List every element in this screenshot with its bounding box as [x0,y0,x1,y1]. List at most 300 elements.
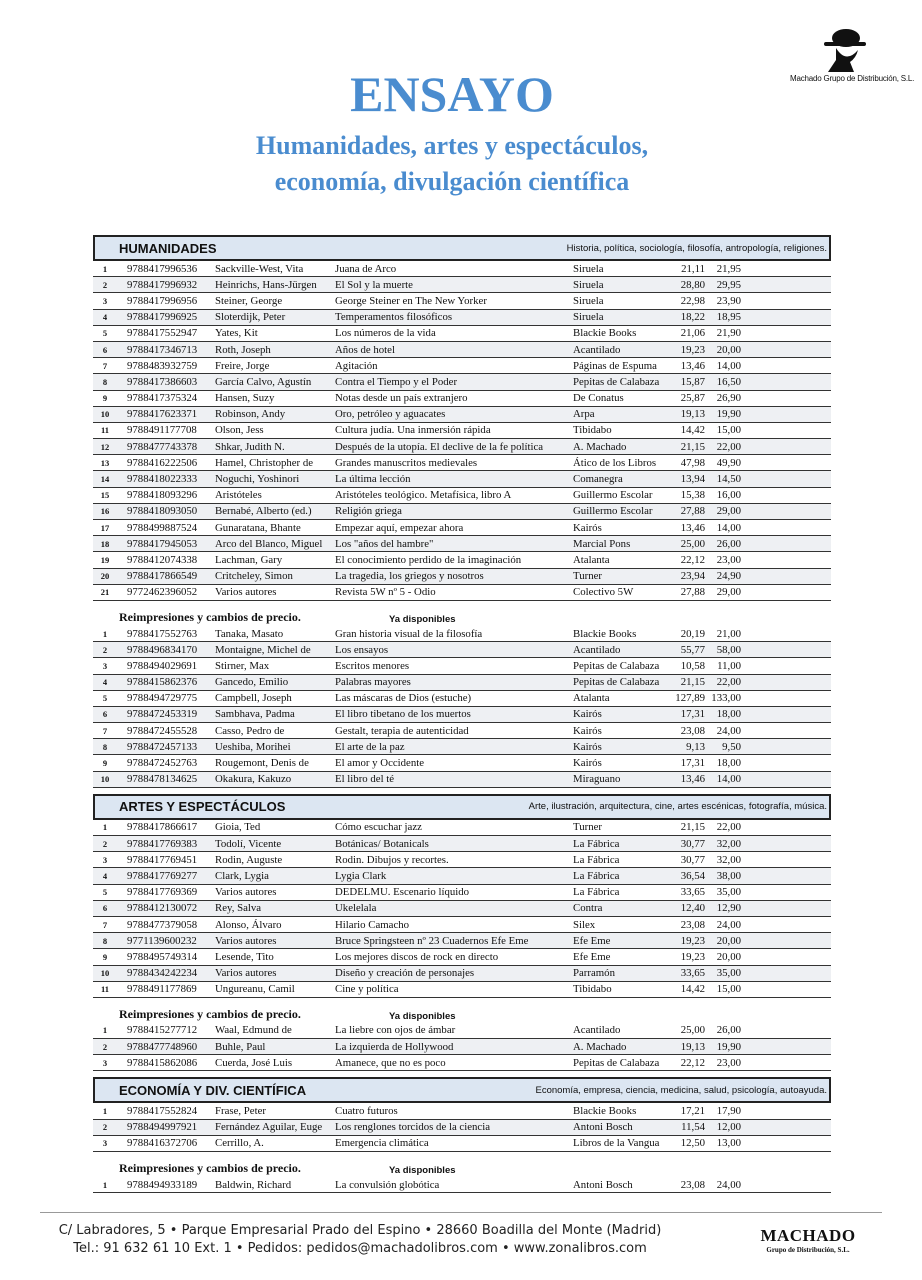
author: Arco del Blanco, Miguel [215,537,323,550]
table-row [93,739,831,755]
row-number: 18 [100,538,110,549]
price-net: 23,08 [680,1178,705,1191]
book-table [93,1177,831,1193]
author: Sackville-West, Vita [215,262,304,275]
publisher: Arpa [573,408,595,421]
table-row [93,949,831,965]
section-header [93,794,831,820]
publisher: Miraguano [573,773,621,786]
price-pvp: 16,00 [716,489,741,502]
table-row [93,391,831,407]
book-title: Agitación [335,359,378,372]
row-number: 4 [102,312,108,323]
price-net: 19,23 [680,950,705,963]
author: Campbell, Joseph [215,692,292,705]
author: Gioia, Ted [215,821,261,834]
catalog-sections [93,229,831,1193]
row-number: 17 [100,522,110,533]
reprints-title: Reimpresiones y cambios de precio. [119,609,301,624]
isbn: 9788418022333 [127,473,198,486]
price-pvp: 11,00 [717,659,741,672]
price-net: 25,87 [680,392,705,405]
price-pvp: 20,00 [716,950,741,963]
price-pvp: 29,95 [716,278,741,291]
page-title: ENSAYO [350,66,554,122]
row-number: 3 [102,1138,108,1149]
price-pvp: 29,00 [716,505,741,518]
book-title: La izquierda de Hollywood [335,1040,454,1053]
isbn: 9788477748960 [127,1040,198,1053]
row-number: 6 [102,344,108,355]
row-number: 5 [102,328,108,339]
isbn: 9788495749314 [127,950,198,963]
isbn: 9788412130072 [127,902,198,915]
table-row [93,342,831,358]
section-0 [93,235,831,788]
table-row [93,852,831,868]
price-pvp: 26,90 [716,392,741,405]
reprints-title: Reimpresiones y cambios de precio. [119,1161,301,1175]
isbn: 9788477379058 [127,918,198,931]
table-row [93,504,831,520]
price-net: 12,40 [680,902,705,915]
book-title: Después de la utopía. El declive de la fe política [335,440,544,453]
row-number: 15 [100,490,110,501]
publisher: Contra [573,902,603,915]
book-title: Botánicas/ Botanicals [335,837,429,850]
publisher: Páginas de Espuma [573,359,657,372]
author: Sambhava, Padma [215,708,295,721]
price-pvp: 16,50 [716,375,741,388]
isbn: 9788494933189 [127,1178,198,1191]
publisher: Pepitas de Calabaza [573,659,660,672]
price-pvp: 12,00 [716,1121,741,1134]
isbn: 9788472457133 [127,740,198,753]
book-title: Gran historia visual de la filosofía [335,627,483,640]
book-title: La convulsión globótica [335,1178,440,1191]
section-description: Arte, ilustración, arquitectura, cine, artes escénicas, fotografía, música. [528,801,827,813]
author: Varios autores [215,934,277,947]
author: Rey, Salva [215,902,262,915]
price-pvp: 14,50 [716,473,741,486]
author: Hamel, Christopher de [215,456,314,469]
row-number: 11 [100,425,110,436]
author: Heinrichs, Hans-Jürgen [215,278,317,291]
author: Sloterdijk, Peter [215,311,286,324]
price-pvp: 35,00 [716,886,741,899]
price-net: 55,77 [680,643,705,656]
subtitle-line-2: economía, divulgación científica [274,167,630,196]
footer-brand-name: MACHADO [760,1226,856,1245]
row-number: 11 [100,984,110,995]
book-title: El libro del té [335,773,395,786]
price-pvp: 23,90 [716,294,741,307]
price-net: 13,46 [680,359,705,372]
publisher: Ático de los Libros [573,456,657,469]
price-pvp: 18,00 [716,757,741,770]
row-number: 16 [100,506,110,517]
book-title: Los mejores discos de rock en directo [335,950,499,963]
price-pvp: 18,00 [716,708,741,721]
publisher: Kairós [573,521,602,534]
author: Yates, Kit [215,327,258,340]
book-title: La liebre con ojos de ámbar [335,1024,456,1037]
available-label: Ya disponibles [389,613,456,625]
book-title: Contra el Tiempo y el Poder [335,375,458,388]
book-title: Revista 5W nº 5 - Odio [335,586,436,599]
isbn: 9788417769369 [127,886,198,899]
isbn: 9771139600232 [127,934,197,947]
row-number: 1 [102,822,108,833]
price-net: 21,15 [680,821,705,834]
price-net: 12,50 [680,1137,705,1150]
isbn: 9788417996932 [127,278,198,291]
row-number: 10 [100,774,110,785]
publisher: La Fábrica [573,869,620,882]
table-row [93,374,831,390]
publisher: Kairós [573,757,602,770]
publisher: Atalanta [573,692,610,705]
book-title: Hilario Camacho [335,918,410,931]
price-net: 21,15 [680,440,705,453]
table-row [93,1177,831,1193]
table-row [93,536,831,552]
isbn: 9788417552763 [127,627,198,640]
row-number: 3 [102,660,108,671]
row-number: 21 [100,587,110,598]
price-net: 13,46 [680,521,705,534]
book-title: El amor y Occidente [335,757,425,770]
isbn: 9788478134625 [127,773,198,786]
price-pvp: 24,00 [716,918,741,931]
row-number: 9 [102,758,108,769]
isbn: 9788417769277 [127,869,198,882]
row-number: 8 [102,376,108,387]
book-title: George Steiner en The New Yorker [335,294,487,307]
table-row [93,982,831,998]
table-row [93,707,831,723]
book-title: Juana de Arco [335,262,397,275]
price-net: 21,15 [680,676,705,689]
book-title: Palabras mayores [335,676,411,689]
price-net: 11,54 [681,1121,705,1134]
table-row [93,423,831,439]
book-title: Rodin. Dibujos y recortes. [335,853,449,866]
row-number: 8 [102,741,108,752]
table-row [93,820,831,836]
table-row [93,471,831,487]
table-row [93,723,831,739]
book-title: Gestalt, terapia de autenticidad [335,724,469,737]
book-table [93,261,831,601]
isbn: 9788472453319 [127,708,198,721]
price-net: 22,12 [680,1056,705,1069]
book-table [93,1103,831,1152]
row-number: 14 [100,474,110,485]
book-title: Cine y política [335,983,399,996]
book-title: Los números de la vida [335,327,436,340]
author: Stirner, Max [215,659,270,672]
row-number: 10 [100,968,110,979]
row-number: 9 [102,951,108,962]
table-row [93,552,831,568]
isbn: 9788415277712 [127,1024,198,1037]
isbn: 9788417769451 [127,853,198,866]
author: Frase, Peter [215,1105,266,1118]
publisher: Antoni Bosch [573,1178,633,1191]
book-table [93,820,831,998]
isbn: 9788418093050 [127,505,198,518]
reprints-title: Reimpresiones y cambios de precio. [119,1006,301,1021]
row-number: 6 [102,709,108,720]
table-row [93,407,831,423]
publisher: Guillermo Escolar [573,489,653,502]
isbn: 9788417552947 [127,327,198,340]
table-row [93,626,831,642]
book-title: El Sol y la muerte [335,278,413,291]
price-net: 27,88 [680,586,705,599]
publisher: Silex [573,918,596,931]
author: Critcheley, Simon [215,570,293,583]
row-number: 2 [102,644,108,655]
row-number: 1 [102,1179,108,1190]
table-row [93,358,831,374]
publisher: Tibidabo [573,424,612,437]
row-number: 2 [102,838,108,849]
publisher: Siruela [573,262,604,275]
row-number: 3 [102,1057,108,1068]
footer-brand-subtitle: Grupo de Distribución, S.L. [766,1246,850,1254]
isbn: 9788494029691 [127,659,198,672]
publisher: Pepitas de Calabaza [573,676,660,689]
author: Ueshiba, Morihei [215,740,291,753]
isbn: 9788417996956 [127,294,198,307]
isbn: 9788494729775 [127,692,198,705]
author: Rougemont, Denis de [215,757,309,770]
price-pvp: 24,00 [716,1178,741,1191]
table-row [93,310,831,326]
table-row [93,917,831,933]
price-net: 15,87 [680,375,705,388]
author: Olson, Jess [215,424,264,437]
book-title: Los "años del hambre" [335,537,434,550]
price-net: 18,22 [680,311,705,324]
price-pvp: 12,90 [716,902,741,915]
author: Varios autores [215,886,277,899]
author: Roth, Joseph [215,343,271,356]
author: Baldwin, Richard [215,1178,292,1191]
book-title: Bruce Springsteen nº 23 Cuadernos Efe Eme [335,934,529,947]
author: Robinson, Andy [215,408,286,421]
price-pvp: 18,95 [716,311,741,324]
row-number: 3 [102,295,108,306]
book-table [93,626,831,788]
isbn: 9788472452763 [127,757,198,770]
isbn: 9788491177869 [127,983,197,996]
table-row [93,1039,831,1055]
book-title: Los renglones torcidos de la ciencia [335,1121,490,1134]
book-title: Grandes manuscritos medievales [335,456,478,469]
price-net: 17,21 [680,1105,705,1118]
isbn: 9788417996925 [127,311,198,324]
author: Lesende, Tito [215,950,274,963]
price-net: 22,98 [680,294,705,307]
publisher: Atalanta [573,553,610,566]
book-title: Notas desde un país extranjero [335,392,468,405]
publisher: A. Machado [573,1040,627,1053]
author: Steiner, George [215,294,283,307]
isbn: 9788416372706 [127,1137,198,1150]
price-pvp: 22,00 [716,440,741,453]
isbn: 9788416222506 [127,456,198,469]
price-net: 19,13 [680,1040,705,1053]
publisher: Acantilado [573,343,621,356]
row-number: 2 [102,1041,108,1052]
reprints-header [93,605,831,626]
book-title: El conocimiento perdido de la imaginación [335,553,522,566]
price-net: 25,00 [680,537,705,550]
footer-divider [40,1212,882,1213]
author: Waal, Edmund de [215,1024,292,1037]
row-number: 6 [102,903,108,914]
reprints-header [93,1156,831,1177]
page-subtitle [0,128,904,200]
table-row [93,1103,831,1119]
row-number: 7 [102,919,108,930]
isbn: 9788417945053 [127,537,198,550]
table-row [93,642,831,658]
price-net: 30,77 [680,853,705,866]
author: Varios autores [215,586,277,599]
book-title: Emergencia climática [335,1137,429,1150]
section-description: Historia, política, sociología, filosofía, antropología, religiones. [566,242,827,254]
author: Gancedo, Emilio [215,676,289,689]
author: Aristóteles [215,489,262,502]
isbn: 9788483932759 [127,359,198,372]
price-pvp: 14,00 [716,521,741,534]
author: Rodin, Auguste [215,853,283,866]
isbn: 9788415862086 [127,1056,198,1069]
row-number: 10 [100,409,110,420]
publisher: Libros de la Vangua [573,1137,660,1150]
price-net: 30,77 [680,837,705,850]
table-row [93,1136,831,1152]
isbn: 9788499887524 [127,521,198,534]
footer-address-line-2: Tel.: 91 632 61 10 Ext. 1 • Pedidos: pedidos@machadolibros.com • www.zonalibros.com [73,1241,647,1256]
price-pvp: 19,90 [716,408,741,421]
book-title: Cultura judía. Una inmersión rápida [335,424,491,437]
table-row [93,885,831,901]
isbn: 9788418093296 [127,489,198,502]
author: Varios autores [215,967,277,980]
table-row [93,675,831,691]
price-net: 36,54 [680,869,705,882]
isbn: 9788472455528 [127,724,198,737]
price-pvp: 15,00 [716,424,741,437]
book-title: La última lección [335,473,411,486]
price-net: 14,42 [680,424,705,437]
price-net: 28,80 [680,278,705,291]
table-row [93,772,831,788]
author: Fernández Aguilar, Euge [215,1121,323,1134]
book-title: Amanece, que no es poco [335,1056,446,1069]
publisher: Acantilado [573,1024,621,1037]
book-title: Cómo escuchar jazz [335,821,422,834]
publisher: Turner [573,821,602,834]
publisher: A. Machado [573,440,627,453]
isbn: 9788415862376 [127,676,198,689]
book-title: Empezar aquí, empezar ahora [335,521,464,534]
table-row [93,261,831,277]
author: Clark, Lygia [215,869,269,882]
row-number: 5 [102,887,108,898]
price-pvp: 49,90 [716,456,741,469]
publisher: La Fábrica [573,853,620,866]
price-net: 23,08 [680,918,705,931]
publisher: Turner [573,570,602,583]
price-pvp: 15,00 [716,983,741,996]
row-number: 19 [100,554,110,565]
author: Casso, Pedro de [215,724,285,737]
publisher: Colectivo 5W [573,586,634,599]
price-net: 27,88 [680,505,705,518]
logo-text: Machado Grupo de Distribución, S.L. [790,74,915,83]
isbn: 9788417375324 [127,392,198,405]
price-net: 23,08 [680,724,705,737]
price-net: 14,42 [680,983,705,996]
price-pvp: 20,00 [716,343,741,356]
isbn: 9788417769383 [127,837,198,850]
publisher: Siruela [573,294,604,307]
book-title: Ukelelala [335,902,377,915]
price-pvp: 14,00 [716,359,741,372]
price-net: 20,19 [680,627,705,640]
table-row [93,293,831,309]
footer-address-line-1: C/ Labradores, 5 • Parque Empresarial Prado del Espino • 28660 Boadilla del Monte (Madrid) [58,1223,662,1238]
publisher: Guillermo Escolar [573,505,653,518]
table-row [93,966,831,982]
table-row [93,585,831,601]
row-number: 2 [102,1122,108,1133]
publisher: La Fábrica [573,886,620,899]
table-row [93,1023,831,1039]
publisher: Comanegra [573,473,623,486]
book-title: La tragedia, los griegos y nosotros [335,570,484,583]
row-number: 12 [100,441,110,452]
price-net: 47,98 [680,456,705,469]
author: Cerrillo, A. [215,1137,264,1150]
book-table [93,1023,831,1072]
price-pvp: 23,00 [716,1056,741,1069]
reprints-header [93,1002,831,1023]
table-row [93,1120,831,1136]
isbn: 9788417386603 [127,375,198,388]
table-row [93,569,831,585]
price-net: 13,94 [680,473,705,486]
section-1 [93,794,831,1072]
publisher: Pepitas de Calabaza [573,375,660,388]
book-title: Cuatro futuros [335,1105,398,1118]
section-title: ECONOMÍA Y DIV. CIENTÍFICA [119,1082,307,1098]
price-pvp: 29,00 [716,586,741,599]
row-number: 8 [102,935,108,946]
row-number: 7 [102,360,108,371]
section-header [93,1077,831,1103]
price-pvp: 23,00 [716,553,741,566]
row-number: 20 [100,571,110,582]
subtitle-line-1: Humanidades, artes y espectáculos, [255,131,649,160]
author: Montaigne, Michel de [215,643,311,656]
